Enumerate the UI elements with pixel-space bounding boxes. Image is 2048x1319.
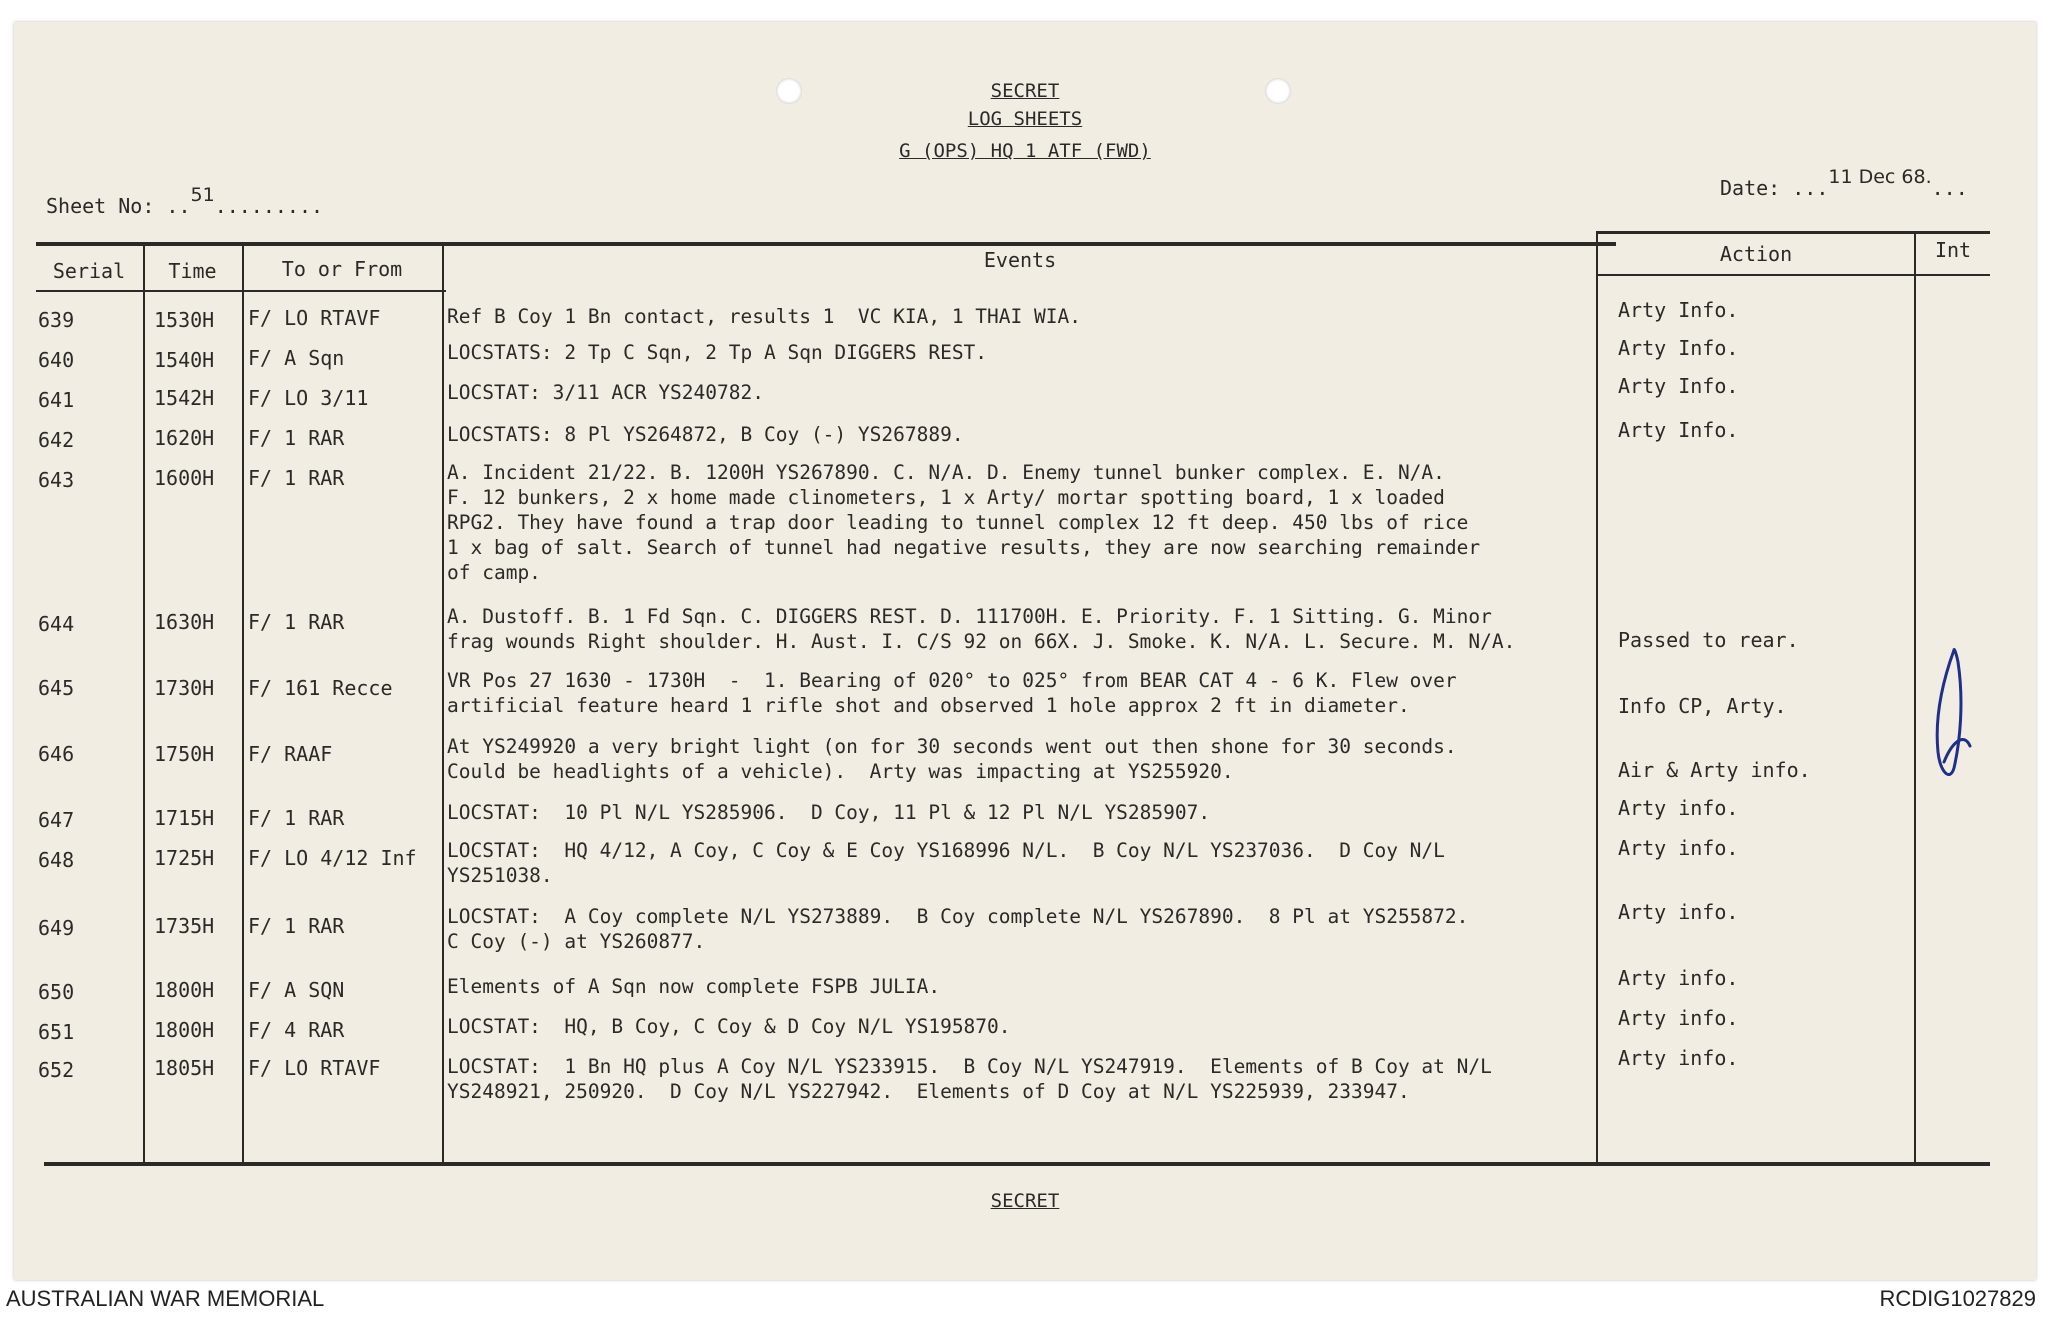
events-cell: A. Dustoff. B. 1 Fd Sqn. C. DIGGERS REST. D. 111700H. E. Priority. F. 1 Sitting. G. Minor frag wounds Right shoulder. H. Aust. I. C/S 92 on 66X. J. Smoke. K. N/A. L. Secure. M. N/A.: [447, 605, 1516, 653]
time-cell: 1530H: [154, 308, 215, 332]
sheet-number: Sheet No: ..51.........: [46, 184, 324, 218]
sheet-date: Date: ...11 Dec 68....: [1720, 166, 1968, 200]
to-from-cell: F/ LO RTAVF: [248, 1056, 381, 1080]
serial-cell: 649: [38, 916, 75, 940]
events-cell: At YS249920 a very bright light (on for 30 seconds went out then shone for 30 seconds. Could be headlights of a vehicle). Arty was impacting at YS255920.: [447, 735, 1457, 783]
events-cell: VR Pos 27 1630 - 1730H - 1. Bearing of 020° to 025° from BEAR CAT 4 - 6 K. Flew over artificial feature heard 1 rifle shot and observed 1 hole approx 2 ft in diameter.: [447, 669, 1457, 717]
serial-cell: 644: [38, 612, 75, 636]
time-cell: 1725H: [154, 846, 215, 870]
date-label: Date:: [1720, 176, 1781, 200]
archive-caption-left: AUSTRALIAN WAR MEMORIAL: [6, 1286, 325, 1311]
handwritten-initials-mark: [1924, 642, 1984, 792]
archive-caption-right: RCDIG1027829: [1879, 1286, 2036, 1311]
column-header-int: Int: [1934, 238, 1972, 262]
time-cell: 1620H: [154, 426, 215, 450]
to-from-cell: F/ 1 RAR: [248, 466, 345, 490]
to-from-cell: F/ LO 3/11: [248, 386, 369, 410]
events-cell: LOCSTAT: 3/11 ACR YS240782.: [447, 381, 764, 404]
column-divider: [143, 244, 145, 1164]
to-from-cell: F/ 1 RAR: [248, 426, 345, 450]
action-cell: Arty Info.: [1618, 298, 1739, 322]
events-cell: Elements of A Sqn now complete FSPB JULIA.: [447, 975, 941, 998]
serial-cell: 646: [38, 742, 75, 766]
serial-cell: 643: [38, 468, 75, 492]
column-header-action: Action: [1719, 242, 1793, 266]
time-cell: 1750H: [154, 742, 215, 766]
to-from-cell: F/ RAAF: [248, 742, 333, 766]
action-cell: Arty Info.: [1618, 418, 1739, 442]
sheet-number-value: 51: [190, 184, 215, 206]
column-divider: [1914, 232, 1916, 1162]
serial-cell: 642: [38, 428, 75, 452]
time-cell: 1630H: [154, 610, 215, 634]
log-sheets-title: LOG SHEETS: [967, 108, 1083, 130]
serial-cell: 640: [38, 348, 75, 372]
date-value: 11 Dec 68.: [1828, 166, 1932, 188]
events-cell: LOCSTAT: A Coy complete N/L YS273889. B Coy complete N/L YS267890. 8 Pl at YS255872. C Coy (-) at YS260877.: [447, 905, 1469, 953]
events-cell: LOCSTAT: 1 Bn HQ plus A Coy N/L YS233915. B Coy N/L YS247919. Elements of B Coy at N/L YS248921, 250920. D Coy N/L YS227942. Elements of D Coy at N/L YS225939, 233947.: [447, 1055, 1492, 1103]
time-cell: 1715H: [154, 806, 215, 830]
action-cell: Arty Info.: [1618, 374, 1739, 398]
to-from-cell: F/ 1 RAR: [248, 806, 345, 830]
to-from-cell: F/ 1 RAR: [248, 914, 345, 938]
log-sheet-paper: [14, 22, 2036, 1280]
column-header-serial: Serial: [52, 259, 126, 283]
serial-cell: 645: [38, 676, 75, 700]
action-cell: Arty info.: [1618, 836, 1739, 860]
events-cell: A. Incident 21/22. B. 1200H YS267890. C. N/A. D. Enemy tunnel bunker complex. E. N/A. F. 12 bunkers, 2 x home made clinometers, 1 x Arty/ mortar spotting board, 1 x loaded RPG2. They have found a trap door leading to tunnel complex 12 ft deep. 450 lbs of rice 1 x bag of salt. Search of tunnel had negative results, they are now searching remainder of camp.: [447, 461, 1481, 584]
events-cell: LOCSTAT: HQ, B Coy, C Coy & D Coy N/L YS195870.: [447, 1015, 1011, 1038]
header-rule-right: [1596, 274, 1990, 276]
table-top-rule: [36, 242, 1616, 246]
action-cell: Arty info.: [1618, 966, 1739, 990]
action-cell: Arty info.: [1618, 900, 1739, 924]
action-cell: Air & Arty info.: [1618, 758, 1811, 782]
serial-cell: 651: [38, 1020, 75, 1044]
time-cell: 1730H: [154, 676, 215, 700]
serial-cell: 652: [38, 1058, 75, 1082]
to-from-cell: F/ 4 RAR: [248, 1018, 345, 1042]
events-cell: Ref B Coy 1 Bn contact, results 1 VC KIA, 1 THAI WIA.: [447, 305, 1081, 328]
to-from-cell: F/ LO RTAVF: [248, 306, 381, 330]
action-cell: Arty info.: [1618, 796, 1739, 820]
to-from-cell: F/ LO 4/12 Inf: [248, 846, 417, 870]
column-header-to-from: To or From: [281, 257, 403, 281]
column-divider: [242, 244, 244, 1164]
time-cell: 1540H: [154, 348, 215, 372]
action-cell: Arty info.: [1618, 1006, 1739, 1030]
unit-subtitle: G (OPS) HQ 1 ATF (FWD): [899, 140, 1151, 162]
events-cell: LOCSTAT: HQ 4/12, A Coy, C Coy & E Coy YS168996 N/L. B Coy N/L YS237036. D Coy N/L YS251038.: [447, 839, 1445, 887]
time-cell: 1800H: [154, 1018, 215, 1042]
time-cell: 1600H: [154, 466, 215, 490]
time-cell: 1542H: [154, 386, 215, 410]
to-from-cell: F/ 161 Recce: [248, 676, 393, 700]
events-cell: LOCSTATS: 8 Pl YS264872, B Coy (-) YS267889.: [447, 423, 964, 446]
serial-cell: 639: [38, 308, 75, 332]
to-from-cell: F/ A Sqn: [248, 346, 345, 370]
serial-cell: 647: [38, 808, 75, 832]
sheet-label: Sheet No:: [46, 194, 155, 218]
serial-cell: 648: [38, 848, 75, 872]
time-cell: 1735H: [154, 914, 215, 938]
time-cell: 1805H: [154, 1056, 215, 1080]
action-cell: Info CP, Arty.: [1618, 694, 1787, 718]
table-top-rule-right: [1596, 231, 1990, 234]
events-cell: LOCSTAT: 10 Pl N/L YS285906. D Coy, 11 Pl & 12 Pl N/L YS285907.: [447, 801, 1211, 824]
events-cell: LOCSTATS: 2 Tp C Sqn, 2 Tp A Sqn DIGGERS REST.: [447, 341, 988, 364]
action-cell: Passed to rear.: [1618, 628, 1799, 652]
to-from-cell: F/ 1 RAR: [248, 610, 345, 634]
action-cell: Arty info.: [1618, 1046, 1739, 1070]
time-cell: 1800H: [154, 978, 215, 1002]
serial-cell: 650: [38, 980, 75, 1004]
column-divider: [442, 244, 444, 1164]
header-rule-left: [36, 290, 446, 292]
secret-footer: SECRET: [990, 1190, 1060, 1212]
action-cell: Arty Info.: [1618, 336, 1739, 360]
table-bottom-rule: [44, 1162, 1990, 1166]
column-header-time: Time: [168, 259, 217, 283]
to-from-cell: F/ A SQN: [248, 978, 345, 1002]
column-header-events: Events: [983, 248, 1057, 272]
serial-cell: 641: [38, 388, 75, 412]
secret-header: SECRET: [990, 80, 1060, 102]
